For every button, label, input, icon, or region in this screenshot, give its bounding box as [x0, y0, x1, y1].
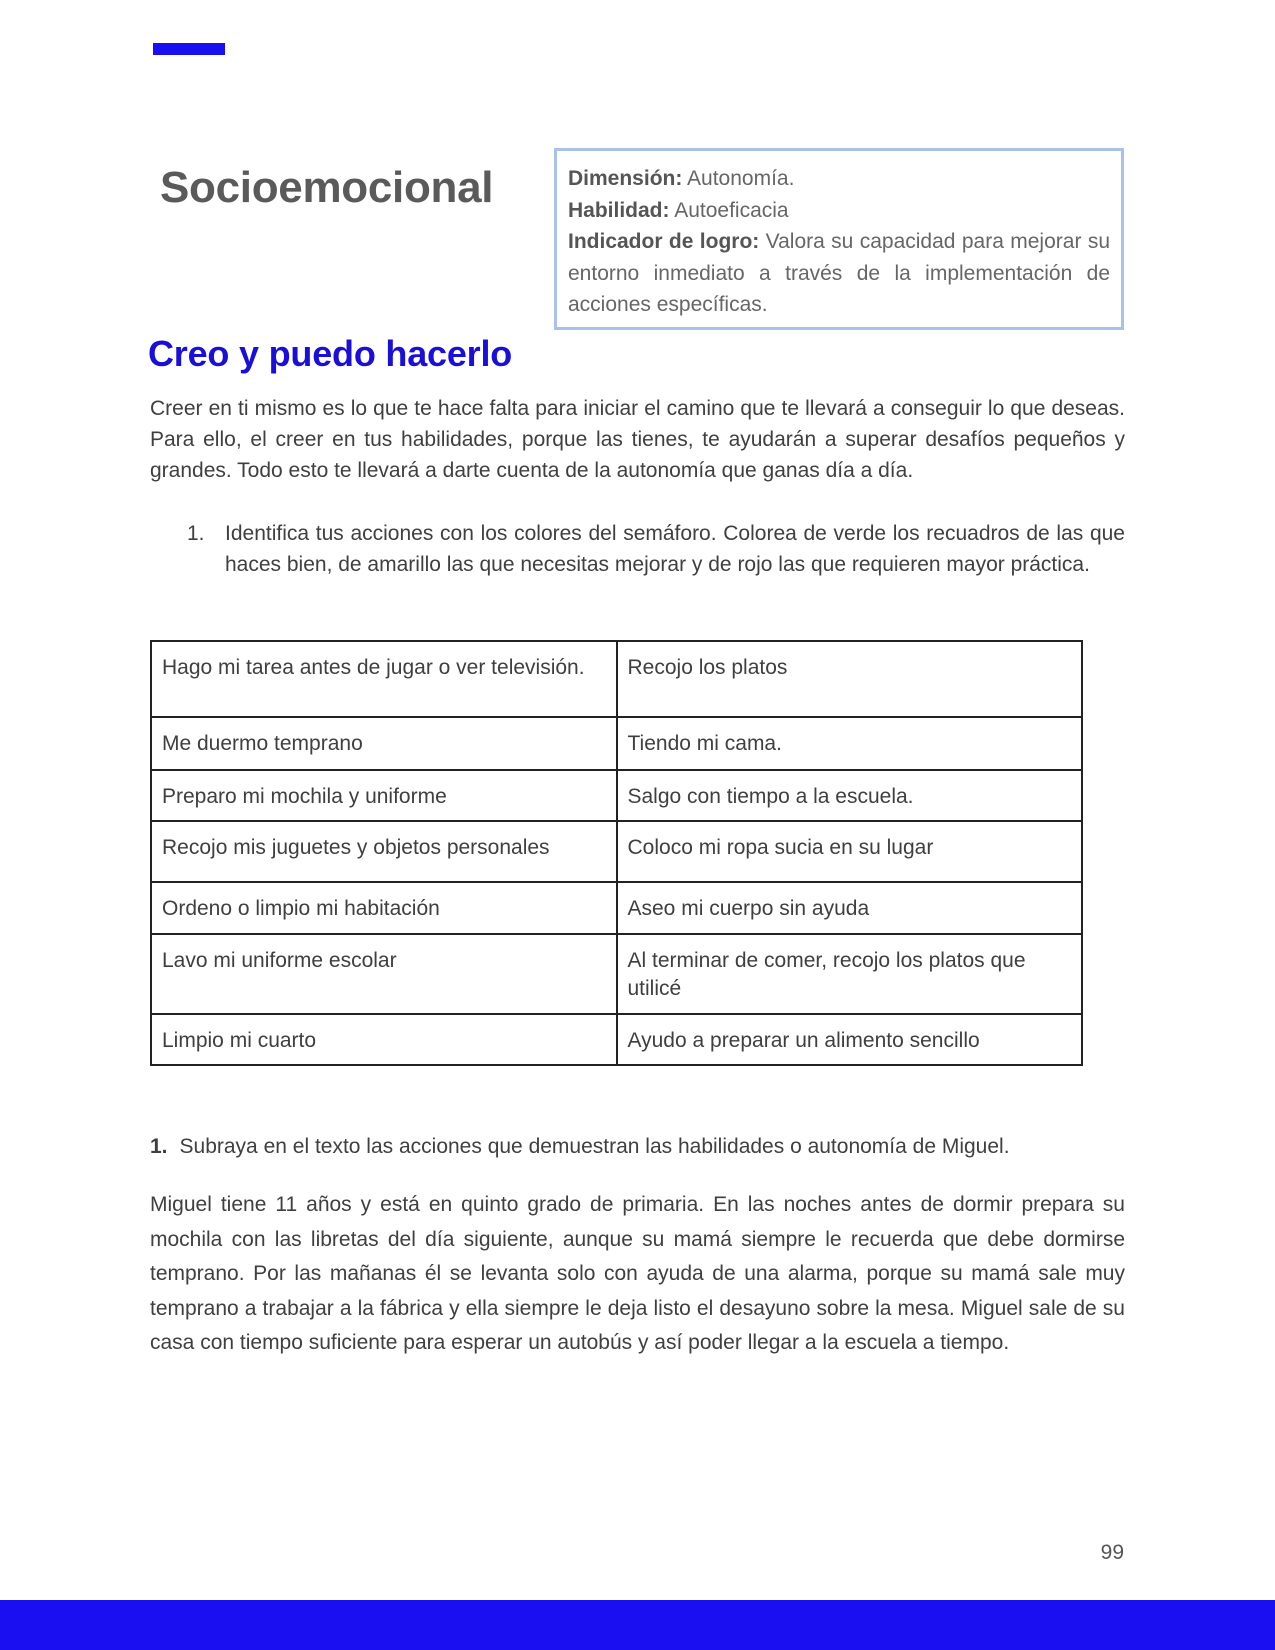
- table-row: [151, 882, 1082, 934]
- table-cell[interactable]: Recojo los platos: [617, 641, 1083, 717]
- table-cell[interactable]: Ordeno o limpio mi habitación: [151, 882, 617, 934]
- table-cell[interactable]: Me duermo temprano: [151, 717, 617, 770]
- table-cell[interactable]: Lavo mi uniforme escolar: [151, 934, 617, 1014]
- story-paragraph[interactable]: Miguel tiene 11 años y está en quinto grado de primaria. En las noches antes de dormir prepara su mochila con las libretas del día siguiente, aunque su mamá siempre le recuerda que debe dormirse temprano. Por las mañanas él se levanta solo con ayuda de una alarma, porque su mamá sale muy temprano a trabajar a la fábrica y ella siempre le deja listo el desayuno sobre la mesa. Miguel sale de su casa con tiempo suficiente para esperar un autobús y así poder llegar a la escuela a tiempo.: [150, 1193, 1125, 1354]
- table-cell[interactable]: Aseo mi cuerpo sin ayuda: [617, 882, 1083, 934]
- instruction-two: [150, 1131, 1125, 1162]
- instruction-one-number: 1.: [187, 522, 205, 545]
- intro-paragraph: Creer en ti mismo es lo que te hace falta para iniciar el camino que te llevará a conseguir lo que deseas. Para ello, el creer en tus habilidades, porque las tienes, te ayudarán a superar desafíos pequeños y grandes. Todo esto te llevará a darte cuenta de la autonomía que ganas día a día.: [150, 397, 1125, 482]
- table-cell[interactable]: Hago mi tarea antes de jugar o ver televisión.: [151, 641, 617, 717]
- top-accent-bar: [153, 43, 225, 55]
- table-cell[interactable]: Ayudo a preparar un alimento sencillo: [617, 1014, 1083, 1065]
- table-row: [151, 934, 1082, 1014]
- table-row: [151, 821, 1082, 882]
- bottom-accent-band: [0, 1600, 1275, 1650]
- dimension-value: Autonomía.: [682, 167, 795, 190]
- competency-info-box: [554, 148, 1124, 330]
- dimension-line: [568, 163, 1110, 195]
- page-number: 99: [1100, 1541, 1124, 1564]
- table-cell[interactable]: Coloco mi ropa sucia en su lugar: [617, 821, 1083, 882]
- table-row: [151, 717, 1082, 770]
- indicator-label: Indicador de logro:: [568, 230, 760, 253]
- instruction-one: [187, 518, 1125, 580]
- indicator-value: Valora su capacidad para mejorar su entorno inmediato a través de la implementación de acciones específicas.: [568, 230, 1110, 316]
- skill-label: Habilidad:: [568, 198, 670, 222]
- indicator-line: [568, 226, 1110, 321]
- instruction-two-text: Subraya en el texto las acciones que demuestran las habilidades o autonomía de Miguel.: [179, 1135, 1010, 1158]
- table-row: [151, 1014, 1082, 1065]
- table-cell[interactable]: Tiendo mi cama.: [617, 717, 1083, 770]
- dimension-label: Dimensión:: [568, 167, 683, 190]
- skill-value: Autoeficacia: [669, 198, 789, 222]
- table-cell[interactable]: Recojo mis juguetes y objetos personales: [151, 821, 617, 882]
- table-cell[interactable]: Preparo mi mochila y uniforme: [151, 770, 617, 821]
- section-title: Socioemocional: [160, 163, 494, 212]
- skill-line: [568, 195, 1110, 227]
- activity-title: Creo y puedo hacerlo: [148, 333, 513, 374]
- table-cell[interactable]: Al terminar de comer, recojo los platos que utilicé: [617, 934, 1083, 1014]
- table-row: [151, 770, 1082, 821]
- instruction-one-text: Identifica tus acciones con los colores del semáforo. Colorea de verde los recuadros de las que haces bien, de amarillo las que necesitas mejorar y de rojo las que requieren mayor práctica.: [225, 522, 1125, 576]
- table-cell[interactable]: Salgo con tiempo a la escuela.: [617, 770, 1083, 821]
- habits-table: [150, 640, 1083, 1066]
- table-row: [151, 641, 1082, 717]
- instruction-two-number: 1.: [150, 1135, 168, 1158]
- table-cell[interactable]: Limpio mi cuarto: [151, 1014, 617, 1065]
